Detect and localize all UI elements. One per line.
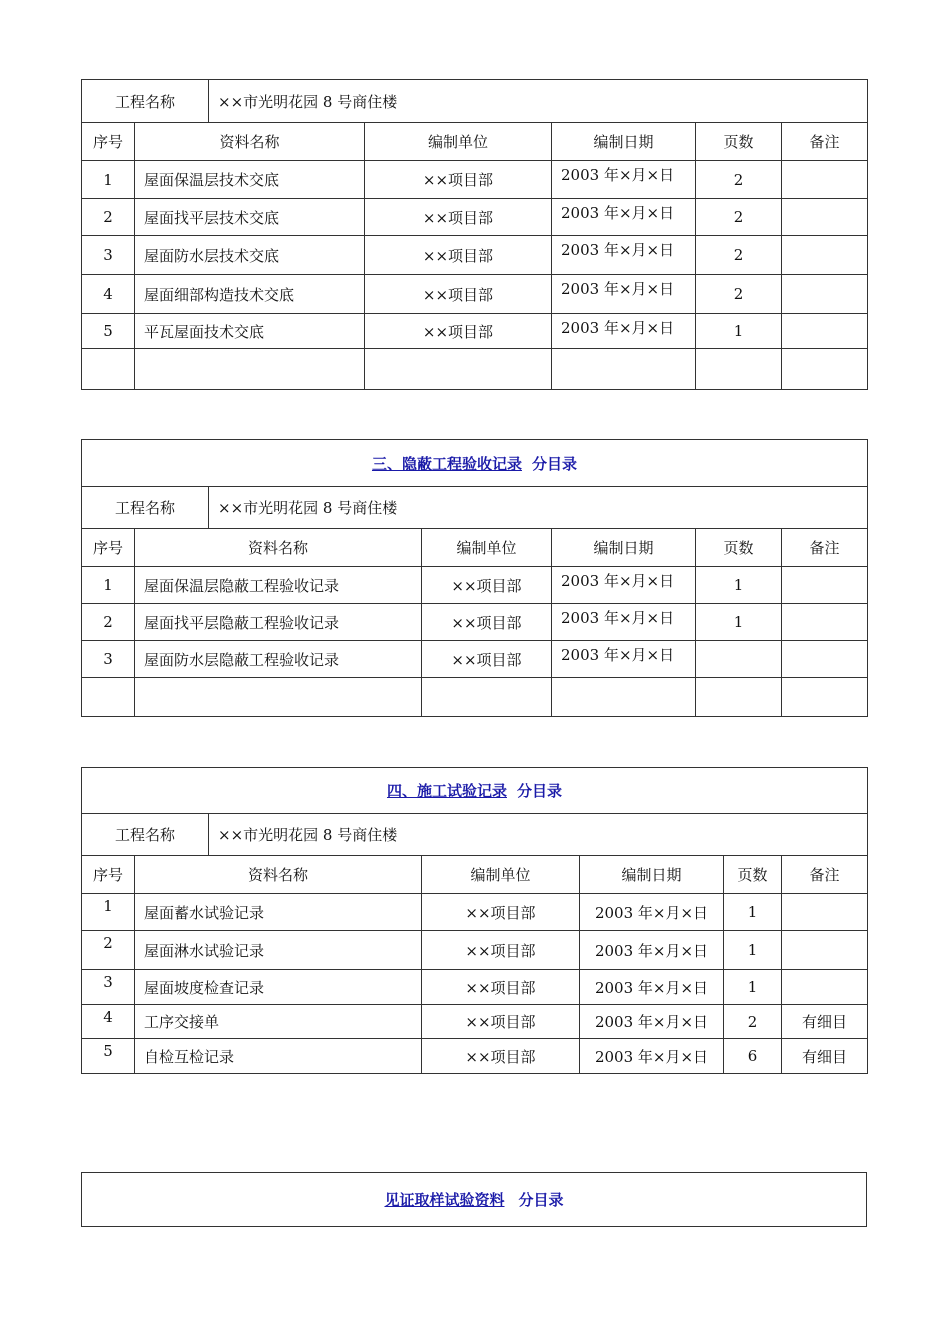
header-row xyxy=(82,122,867,160)
row-index: 5 xyxy=(103,322,113,340)
header-date: 编制日期 xyxy=(579,856,723,893)
section-title[interactable]: 四、施工试验记录 xyxy=(386,782,507,800)
row-date: 2003 年×月×日 xyxy=(579,1005,723,1038)
row-unit: ××项目部 xyxy=(421,567,551,603)
table-row xyxy=(82,1004,867,1038)
row-remarks xyxy=(781,604,867,640)
table-roof-technical-disclosure xyxy=(81,79,868,390)
row-pages: 6 xyxy=(723,1039,781,1073)
row-index: 3 xyxy=(103,650,113,668)
row-index: 2 xyxy=(103,613,113,631)
header-remarks: 备注 xyxy=(781,123,867,160)
row-doc-name: 屋面保温层技术交底 xyxy=(134,161,364,198)
header-doc-name: 资料名称 xyxy=(134,529,421,566)
table-row xyxy=(82,969,867,1004)
header-row xyxy=(82,855,867,893)
row-remarks xyxy=(781,678,867,716)
row-date xyxy=(551,349,695,389)
table-row xyxy=(82,235,867,274)
row-index: 2 xyxy=(103,934,113,952)
row-unit: ××项目部 xyxy=(364,314,551,348)
section-title-suffix: 分目录 xyxy=(517,782,563,800)
row-doc-name: 屋面淋水试验记录 xyxy=(134,931,421,969)
header-date: 编制日期 xyxy=(551,123,695,160)
section-title-suffix: 分目录 xyxy=(532,454,578,473)
row-date: 2003 年×月×日 xyxy=(551,275,695,313)
project-label: 工程名称 xyxy=(114,826,175,844)
row-date: 2003 年×月×日 xyxy=(551,604,695,640)
project-value: ××市光明花园 8 号商住楼 xyxy=(208,814,867,855)
row-unit: ××项目部 xyxy=(364,199,551,235)
row-pages: 1 xyxy=(695,314,781,348)
row-index: 4 xyxy=(103,1008,113,1026)
row-index: 1 xyxy=(103,897,113,915)
row-unit: ××项目部 xyxy=(421,970,579,1004)
row-date: 2003 年×月×日 xyxy=(579,931,723,969)
row-index xyxy=(82,678,134,716)
row-unit: ××项目部 xyxy=(364,275,551,313)
table-row xyxy=(82,640,867,677)
header-index: 序号 xyxy=(92,133,123,151)
row-doc-name: 屋面细部构造技术交底 xyxy=(134,275,364,313)
row-doc-name: 屋面保温层隐蔽工程验收记录 xyxy=(134,567,421,603)
row-date: 2003 年×月×日 xyxy=(579,970,723,1004)
header-index: 序号 xyxy=(92,866,123,884)
header-pages: 页数 xyxy=(695,123,781,160)
row-date xyxy=(551,678,695,716)
row-unit xyxy=(421,678,551,716)
row-date: 2003 年×月×日 xyxy=(551,641,695,677)
row-unit: ××项目部 xyxy=(421,1005,579,1038)
row-index xyxy=(82,349,134,389)
table-construction-tests xyxy=(81,767,868,1074)
row-index: 3 xyxy=(103,246,113,264)
row-remarks: 有细目 xyxy=(781,1039,867,1073)
row-date: 2003 年×月×日 xyxy=(551,236,695,274)
table-row xyxy=(82,930,867,969)
row-doc-name: 屋面找平层隐蔽工程验收记录 xyxy=(134,604,421,640)
header-row xyxy=(82,528,867,566)
table-row xyxy=(82,313,867,348)
row-remarks xyxy=(781,314,867,348)
row-remarks xyxy=(781,931,867,969)
project-label: 工程名称 xyxy=(114,92,175,111)
row-date: 2003 年×月×日 xyxy=(551,314,695,348)
row-remarks xyxy=(781,349,867,389)
row-date: 2003 年×月×日 xyxy=(551,567,695,603)
project-value: ××市光明花园 8 号商住楼 xyxy=(208,487,867,528)
header-pages: 页数 xyxy=(695,529,781,566)
row-pages xyxy=(695,678,781,716)
table-row-empty xyxy=(82,677,867,716)
project-value: ××市光明花园 8 号商住楼 xyxy=(208,80,867,122)
table-row xyxy=(82,893,867,930)
row-date: 2003 年×月×日 xyxy=(579,894,723,930)
row-remarks: 有细目 xyxy=(781,1005,867,1038)
row-unit: ××项目部 xyxy=(364,161,551,198)
table-row-empty xyxy=(82,348,867,389)
row-pages: 2 xyxy=(695,236,781,274)
row-pages: 2 xyxy=(723,1005,781,1038)
section-title-row xyxy=(82,768,867,813)
section-title[interactable]: 三、隐蔽工程验收记录 xyxy=(371,454,522,473)
row-remarks xyxy=(781,970,867,1004)
row-date: 2003 年×月×日 xyxy=(551,161,695,198)
row-pages: 1 xyxy=(695,604,781,640)
project-label: 工程名称 xyxy=(114,499,175,517)
row-doc-name xyxy=(134,349,364,389)
row-doc-name: 自检互检记录 xyxy=(134,1039,421,1073)
row-pages: 2 xyxy=(695,199,781,235)
row-doc-name: 屋面防水层技术交底 xyxy=(134,236,364,274)
row-remarks xyxy=(781,199,867,235)
row-remarks xyxy=(781,236,867,274)
row-unit: ××项目部 xyxy=(364,236,551,274)
row-pages: 1 xyxy=(723,894,781,930)
header-remarks: 备注 xyxy=(781,529,867,566)
header-remarks: 备注 xyxy=(781,856,867,893)
row-pages xyxy=(695,641,781,677)
project-row xyxy=(82,813,867,855)
header-doc-name: 资料名称 xyxy=(134,856,421,893)
row-index: 1 xyxy=(103,576,113,594)
row-doc-name: 屋面蓄水试验记录 xyxy=(134,894,421,930)
row-doc-name: 工序交接单 xyxy=(134,1005,421,1038)
project-row xyxy=(82,80,867,122)
row-index: 5 xyxy=(103,1042,113,1060)
table-witness-sampling xyxy=(81,1172,867,1227)
row-unit: ××项目部 xyxy=(421,641,551,677)
row-pages xyxy=(695,349,781,389)
section-title[interactable]: 见证取样试验资料 xyxy=(384,1191,505,1209)
table-row xyxy=(82,198,867,235)
header-doc-name: 资料名称 xyxy=(134,123,364,160)
row-unit: ××项目部 xyxy=(421,604,551,640)
row-doc-name xyxy=(134,678,421,716)
row-doc-name: 屋面防水层隐蔽工程验收记录 xyxy=(134,641,421,677)
table-row xyxy=(82,1038,867,1073)
header-date: 编制日期 xyxy=(551,529,695,566)
row-doc-name: 屋面坡度检查记录 xyxy=(134,970,421,1004)
table-row xyxy=(82,274,867,313)
row-remarks xyxy=(781,567,867,603)
section-title-suffix: 分目录 xyxy=(518,1191,564,1209)
row-pages: 2 xyxy=(695,161,781,198)
row-remarks xyxy=(781,641,867,677)
header-unit: 编制单位 xyxy=(421,856,579,893)
row-doc-name: 平瓦屋面技术交底 xyxy=(134,314,364,348)
row-remarks xyxy=(781,161,867,198)
section-title-row xyxy=(82,440,867,486)
row-unit xyxy=(364,349,551,389)
project-row xyxy=(82,486,867,528)
row-pages: 2 xyxy=(695,275,781,313)
row-pages: 1 xyxy=(723,931,781,969)
row-date: 2003 年×月×日 xyxy=(579,1039,723,1073)
table-hidden-works-acceptance xyxy=(81,439,868,717)
table-row xyxy=(82,603,867,640)
row-doc-name: 屋面找平层技术交底 xyxy=(134,199,364,235)
row-unit: ××项目部 xyxy=(421,931,579,969)
row-unit: ××项目部 xyxy=(421,894,579,930)
row-index: 2 xyxy=(103,208,113,226)
section-title-row xyxy=(82,1173,866,1226)
row-remarks xyxy=(781,275,867,313)
row-date: 2003 年×月×日 xyxy=(551,199,695,235)
row-index: 4 xyxy=(103,285,113,303)
row-unit: ××项目部 xyxy=(421,1039,579,1073)
header-pages: 页数 xyxy=(723,856,781,893)
table-row xyxy=(82,160,867,198)
header-unit: 编制单位 xyxy=(421,529,551,566)
header-unit: 编制单位 xyxy=(364,123,551,160)
row-remarks xyxy=(781,894,867,930)
row-pages: 1 xyxy=(723,970,781,1004)
row-index: 3 xyxy=(103,973,113,991)
row-index: 1 xyxy=(103,170,113,189)
header-index: 序号 xyxy=(92,539,123,557)
row-pages: 1 xyxy=(695,567,781,603)
table-row xyxy=(82,566,867,603)
